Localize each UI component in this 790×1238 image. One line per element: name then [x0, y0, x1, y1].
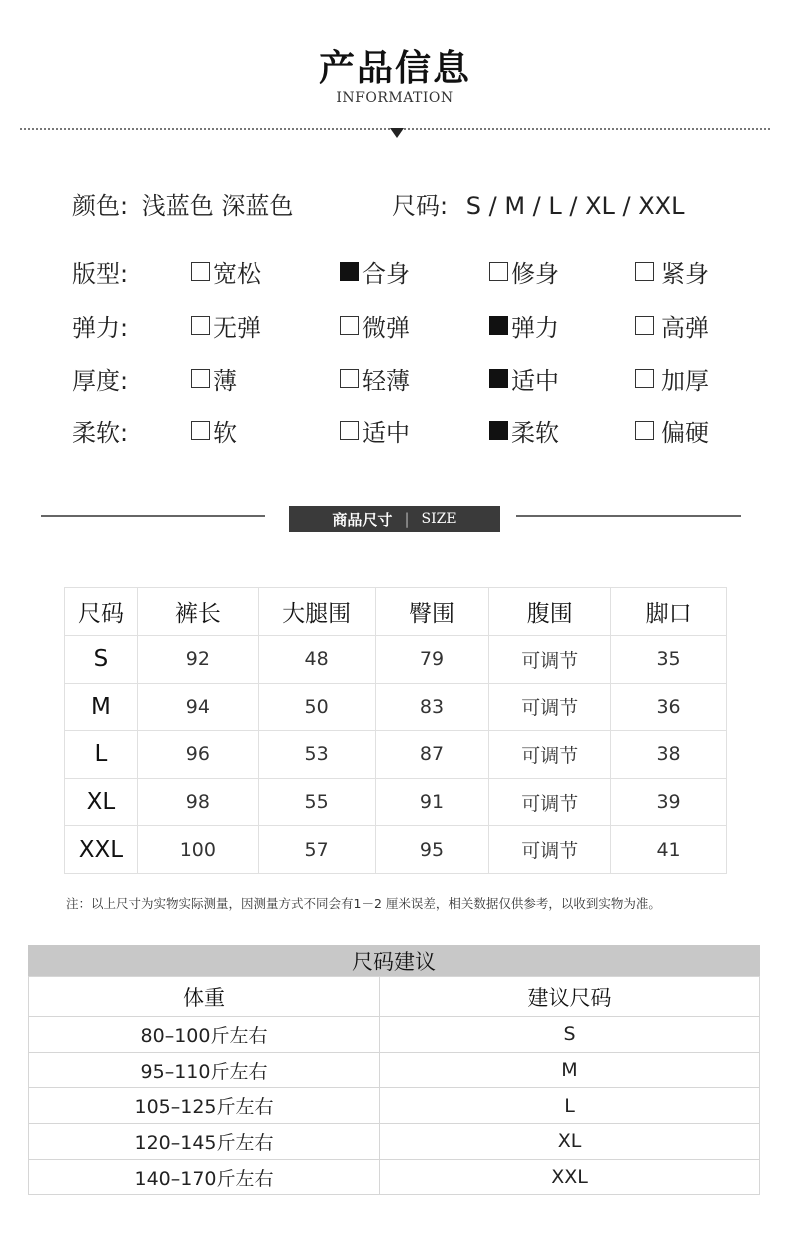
page-subtitle: INFORMATION [336, 90, 454, 106]
table-cell: L [65, 731, 138, 779]
table-header-row [65, 588, 727, 636]
table-cell: 可调节 [489, 731, 611, 779]
color-info [72, 186, 293, 221]
table-cell: 41 [611, 826, 727, 874]
size-suggestion-title: 尺码建议 [28, 945, 760, 976]
spec-option: 适中 [340, 413, 410, 448]
table-cell: 53 [258, 731, 375, 779]
table-cell: S [65, 636, 138, 684]
spec-option: 无弹 [191, 308, 261, 343]
table-cell: 39 [611, 778, 727, 826]
table-cell: 80–100斤左右 [29, 1017, 380, 1053]
table-cell: 50 [258, 683, 375, 731]
size-section-title-en: SIZE [421, 511, 457, 527]
size-table [64, 587, 727, 874]
table-cell: 140–170斤左右 [29, 1159, 380, 1195]
table-cell: 可调节 [489, 778, 611, 826]
checkbox-icon [635, 369, 654, 388]
table-cell: 92 [137, 636, 258, 684]
table-cell: 95–110斤左右 [29, 1052, 380, 1088]
table-row [65, 683, 727, 731]
table-header-row [29, 977, 760, 1017]
spec-option: 偏硬 [635, 413, 709, 448]
table-row [29, 1017, 760, 1053]
checkbox-icon [340, 421, 359, 440]
spec-option: 薄 [191, 361, 237, 396]
table-cell: S [380, 1017, 760, 1053]
table-cell: XL [65, 778, 138, 826]
table-row [65, 731, 727, 779]
spec-label-elasticity: 弹力: [72, 314, 129, 342]
table-header-cell: 建议尺码 [380, 977, 760, 1017]
table-cell: 120–145斤左右 [29, 1124, 380, 1160]
checkbox-icon [340, 262, 359, 281]
spec-option: 修身 [489, 254, 559, 289]
table-cell: 55 [258, 778, 375, 826]
table-cell: 可调节 [489, 683, 611, 731]
size-section-badge [289, 506, 500, 532]
checkbox-icon [191, 316, 210, 335]
table-cell: XXL [380, 1159, 760, 1195]
measurement-note: 注：以上尺寸为实物实际测量，因测量方式不同会有1－2 厘米误差，相关数据仅供参考，以收到实物为准。 [66, 896, 661, 911]
spec-option: 微弹 [340, 308, 410, 343]
table-cell: 87 [375, 731, 489, 779]
size-value: S / M / L / XL / XXL [465, 192, 685, 220]
checkbox-icon [635, 262, 654, 281]
section-line-right [516, 515, 741, 517]
checkbox-icon [635, 316, 654, 335]
table-header-cell: 腹围 [489, 588, 611, 636]
table-row [29, 1159, 760, 1195]
spec-option: 宽松 [191, 254, 261, 289]
checkbox-icon [191, 369, 210, 388]
table-row [29, 1052, 760, 1088]
table-row [65, 778, 727, 826]
table-cell: XXL [65, 826, 138, 874]
table-header-cell: 大腿围 [258, 588, 375, 636]
checkbox-icon [489, 262, 508, 281]
table-cell: 38 [611, 731, 727, 779]
spec-option: 柔软 [489, 413, 559, 448]
checkbox-icon [489, 316, 508, 335]
table-row [65, 826, 727, 874]
spec-option: 加厚 [635, 361, 709, 396]
size-info [392, 186, 685, 221]
checkbox-icon [191, 262, 210, 281]
checkbox-icon [635, 421, 654, 440]
size-suggestion-table [28, 976, 760, 1195]
spec-option: 弹力 [489, 308, 559, 343]
table-cell: 79 [375, 636, 489, 684]
table-cell: 105–125斤左右 [29, 1088, 380, 1124]
size-section-title: 商品尺寸 [332, 510, 393, 529]
table-cell: 98 [137, 778, 258, 826]
table-header-cell: 体重 [29, 977, 380, 1017]
table-cell: XL [380, 1124, 760, 1160]
checkbox-icon [191, 421, 210, 440]
table-header-cell: 裤长 [137, 588, 258, 636]
table-cell: 95 [375, 826, 489, 874]
spec-label-softness: 柔软: [72, 419, 129, 447]
spec-option: 高弹 [635, 308, 709, 343]
table-cell: 36 [611, 683, 727, 731]
checkbox-icon [340, 369, 359, 388]
size-section-separator: | [404, 510, 410, 528]
down-arrow-icon [390, 128, 404, 138]
page-title: 产品信息 [318, 48, 471, 89]
table-cell: L [380, 1088, 760, 1124]
spec-option: 紧身 [635, 254, 709, 289]
table-cell: 可调节 [489, 636, 611, 684]
table-header-cell: 尺码 [65, 588, 138, 636]
spec-label-thickness: 厚度: [72, 367, 129, 395]
checkbox-icon [340, 316, 359, 335]
table-cell: 100 [137, 826, 258, 874]
spec-option: 适中 [489, 361, 559, 396]
table-row [65, 636, 727, 684]
table-cell: 可调节 [489, 826, 611, 874]
table-header-cell: 脚口 [611, 588, 727, 636]
table-cell: 96 [137, 731, 258, 779]
spec-option: 软 [191, 413, 237, 448]
table-row [29, 1124, 760, 1160]
table-cell: 57 [258, 826, 375, 874]
checkbox-icon [489, 369, 508, 388]
color-label: 颜色: [72, 192, 129, 220]
table-cell: 91 [375, 778, 489, 826]
section-line-left [41, 515, 265, 517]
spec-label-fit: 版型: [72, 260, 129, 288]
spec-option: 合身 [340, 254, 410, 289]
table-cell: 83 [375, 683, 489, 731]
table-header-cell: 臀围 [375, 588, 489, 636]
table-cell: M [65, 683, 138, 731]
table-cell: 35 [611, 636, 727, 684]
table-cell: 94 [137, 683, 258, 731]
table-cell: M [380, 1052, 760, 1088]
checkbox-icon [489, 421, 508, 440]
table-row [29, 1088, 760, 1124]
size-label: 尺码: [392, 192, 449, 220]
table-cell: 48 [258, 636, 375, 684]
spec-option: 轻薄 [340, 361, 410, 396]
color-value: 浅蓝色 深蓝色 [141, 192, 294, 220]
